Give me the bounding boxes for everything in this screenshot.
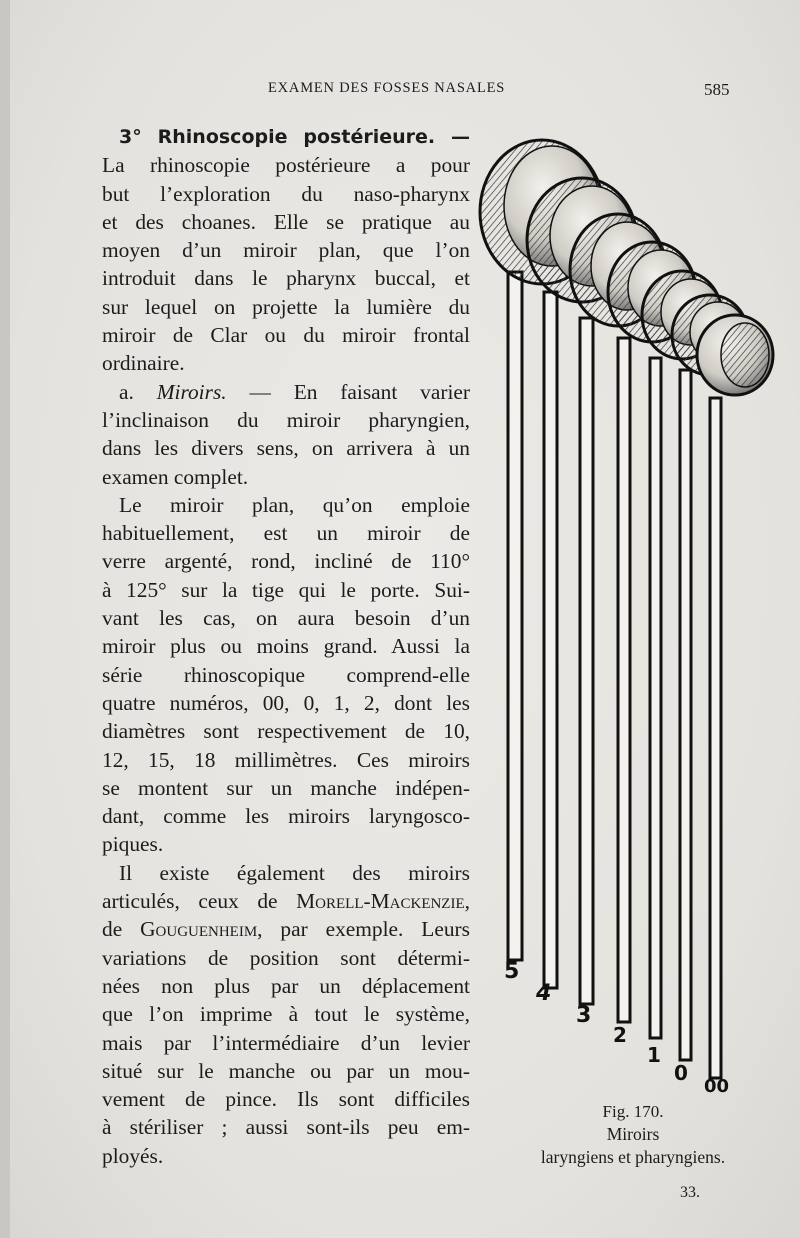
mirror-label-1: 1 bbox=[647, 1043, 661, 1067]
handle-0 bbox=[680, 370, 691, 1060]
text-line: se montent sur un manche indépen- bbox=[102, 775, 470, 800]
text-line: piques. bbox=[102, 832, 164, 857]
section-heading-line bbox=[102, 122, 470, 151]
signature-mark: 33. bbox=[680, 1184, 700, 1201]
text-line: miroir de Clar ou du miroir frontal bbox=[102, 323, 470, 348]
mirror-handles bbox=[508, 272, 721, 1078]
text-line-with-names bbox=[102, 887, 470, 915]
text-line: but l’exploration du naso-pharynx bbox=[102, 181, 470, 206]
author-name-gouguenheim: Gouguenheim, bbox=[140, 917, 263, 942]
subsection-letter: a. bbox=[119, 379, 134, 404]
text-line: verre argenté, rond, incliné de 110° bbox=[102, 549, 470, 574]
section-title: 3° Rhinoscopie postérieure. — bbox=[119, 126, 470, 148]
handle-3 bbox=[580, 318, 593, 1004]
text-fragment: de bbox=[102, 917, 123, 942]
text-line: à stériliser ; aussi sont-ils peu em- bbox=[102, 1115, 470, 1140]
subsection-text: — En faisant varier bbox=[249, 379, 470, 404]
text-line: situé sur le manche ou par un mou- bbox=[102, 1058, 470, 1083]
text-line: introduit dans le pharynx buccal, et bbox=[102, 266, 470, 291]
mirror-label-5: 5 bbox=[504, 959, 520, 984]
page-header bbox=[0, 80, 800, 104]
text-line: mais par l’intermédiaire d’un levier bbox=[102, 1030, 470, 1055]
text-line: série rhinoscopique comprend-elle bbox=[102, 662, 470, 687]
figure-number: Fig. 170. bbox=[602, 1102, 664, 1121]
figure-title: Miroirs bbox=[606, 1124, 660, 1144]
text-line-with-names bbox=[102, 915, 470, 943]
text-line: l’inclinaison du miroir pharyngien, bbox=[102, 407, 470, 432]
author-name-morell-mackenzie: Morell-Mackenzie, bbox=[296, 889, 470, 914]
text-line: vant les cas, on aura besoin d’un bbox=[102, 606, 470, 631]
text-line: habituellement, est un miroir de bbox=[102, 521, 470, 546]
text-line: dant, comme les miroirs laryngosco- bbox=[102, 804, 470, 829]
text-line: et des choanes. Elle se pratique au bbox=[102, 209, 470, 234]
text-line: diamètres sont respectivement de 10, bbox=[102, 719, 470, 744]
mirror-head-00 bbox=[697, 315, 773, 395]
subsection-line bbox=[102, 378, 470, 406]
body-text bbox=[102, 122, 470, 1170]
text-fragment: par exemple. Leurs bbox=[280, 917, 470, 942]
mirror-label-3: 3 bbox=[576, 1003, 592, 1028]
handle-1 bbox=[650, 358, 661, 1038]
text-line: nées non plus par un déplacement bbox=[102, 973, 470, 998]
mirror-label-0: 0 bbox=[674, 1061, 688, 1085]
figure-caption bbox=[498, 1100, 768, 1169]
text-line: variations de position sont détermi- bbox=[102, 945, 470, 970]
text-line: ployés. bbox=[102, 1143, 164, 1168]
mirror-label-00: 00 bbox=[704, 1076, 730, 1097]
running-title: EXAMEN DES FOSSES NASALES bbox=[268, 80, 506, 96]
text-line: dans les divers sens, on arrivera à un bbox=[102, 436, 470, 461]
text-line: vement de pince. Ils sont difficiles bbox=[102, 1087, 470, 1112]
text-line: à 125° sur la tige qui le porte. Sui- bbox=[102, 577, 470, 602]
handle-00 bbox=[710, 398, 721, 1078]
text-fragment: articulés, ceux de bbox=[102, 889, 278, 914]
page-number: 585 bbox=[704, 80, 730, 99]
subsection-title: Miroirs. bbox=[156, 379, 227, 404]
text-line: Le miroir plan, qu’on emploie bbox=[119, 492, 470, 517]
text-line: La rhinoscopie postérieure a pour bbox=[102, 153, 470, 178]
handle-2 bbox=[618, 338, 630, 1022]
text-line: ordinaire. bbox=[102, 351, 185, 376]
figure-description: laryngiens et pharyngiens. bbox=[540, 1147, 726, 1167]
text-line: sur lequel on projette la lumière du bbox=[102, 294, 470, 319]
text-line: 12, 15, 18 millimètres. Ces miroirs bbox=[102, 747, 470, 772]
mirror-figure bbox=[470, 110, 790, 1110]
text-line: que l’on imprime à tout le système, bbox=[102, 1002, 470, 1027]
mirror-label-4: 4 bbox=[536, 981, 552, 1006]
handle-5 bbox=[508, 272, 522, 960]
mirror-label-2: 2 bbox=[613, 1023, 627, 1047]
page-edge bbox=[0, 0, 10, 1238]
handle-4 bbox=[544, 292, 557, 988]
text-line: examen complet. bbox=[102, 464, 249, 489]
text-line: miroir plus ou moins grand. Aussi la bbox=[102, 634, 470, 659]
text-line: Il existe également des miroirs bbox=[119, 860, 470, 885]
text-line: quatre numéros, 00, 0, 1, 2, dont les bbox=[102, 690, 470, 715]
text-line: moyen d’un miroir plan, que l’on bbox=[102, 238, 470, 263]
